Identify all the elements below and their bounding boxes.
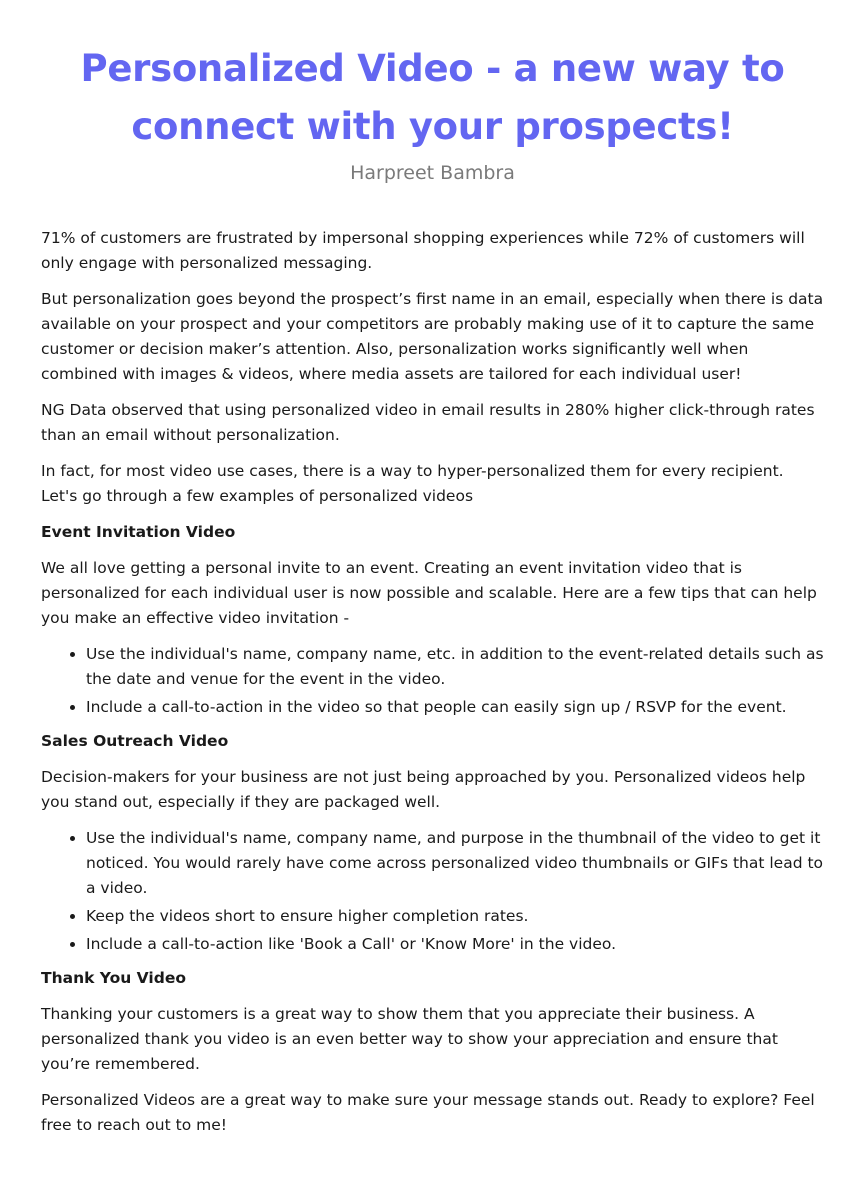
bullet-list-sales-outreach: [41, 826, 824, 957]
section-heading-event-invitation: Event Invitation Video: [41, 523, 236, 541]
list-item: • Include a call-to-action in the video so that people can easily sign up / RSVP for the event.: [86, 695, 824, 720]
author-name: Harpreet Bambra: [350, 162, 515, 184]
closing-paragraph: Personalized Videos are a great way to make sure your message stands out. Ready to explore? Feel free to reach out to me!: [41, 1091, 815, 1134]
document-title: Personalized Video - a new way to connect with your prospects!: [80, 47, 785, 148]
intro-paragraph-4: In fact, for most video use cases, there is a way to hyper-personalized them for every recipient. Let's go through a few examples of personalized videos: [41, 462, 784, 505]
intro-paragraph-2: But personalization goes beyond the prospect’s first name in an email, especially when there is data available on your prospect and your competitors are probably making use of it to capture the same customer or decision maker’s attention. Also, personalization works significantly well when combined with images & videos, where media assets are tailored for each individual user!: [41, 290, 824, 383]
intro-paragraph-3: NG Data observed that using personalized video in email results in 280% higher click-through rates than an email without personalization.: [41, 401, 815, 444]
section-text-thank-you: Thanking your customers is a great way to show them that you appreciate their business. A personalized thank you video is an even better way to show your appreciation and ensure that you’re remembered.: [41, 1005, 778, 1073]
bullet-list-event-invitation: [41, 642, 824, 720]
list-item: • Keep the videos short to ensure higher completion rates.: [86, 904, 824, 929]
list-item: • Use the individual's name, company name, and purpose in the thumbnail of the video to get it noticed. You would rarely have come across personalized video thumbnails or GIFs that lead to a video.: [86, 826, 824, 901]
section-heading-thank-you: Thank You Video: [41, 969, 186, 987]
article-body: [41, 226, 824, 1138]
list-item: • Use the individual's name, company name, etc. in addition to the event-related details such as the date and venue for the event in the video.: [86, 642, 824, 692]
list-item: • Include a call-to-action like 'Book a Call' or 'Know More' in the video.: [86, 932, 824, 957]
intro-paragraph-1: 71% of customers are frustrated by impersonal shopping experiences while 72% of customers will only engage with personalized messaging.: [41, 229, 805, 272]
section-text-sales-outreach: Decision-makers for your business are not just being approached by you. Personalized videos help you stand out, especially if they are packaged well.: [41, 768, 806, 811]
section-text-event-invitation: We all love getting a personal invite to an event. Creating an event invitation video that is personalized for each individual user is now possible and scalable. Here are a few tips that can help you make an effective video invitation -: [41, 559, 817, 627]
section-heading-sales-outreach: Sales Outreach Video: [41, 732, 229, 750]
